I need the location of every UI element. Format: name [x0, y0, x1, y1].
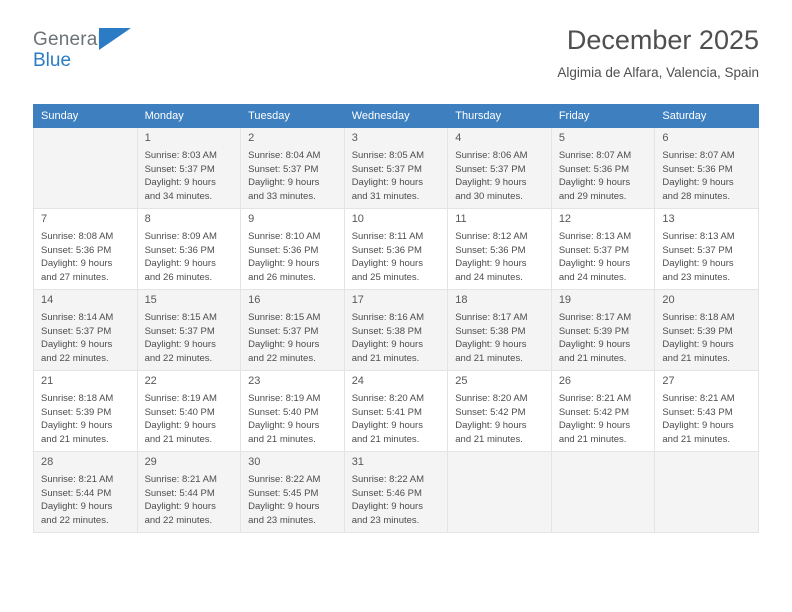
sun-info-line: Sunset: 5:39 PM	[41, 406, 112, 418]
weekday-header-wednesday: Wednesday	[344, 105, 448, 128]
day-number: 12	[558, 213, 572, 225]
calendar-day-cell[interactable]	[137, 290, 241, 371]
day-cell-content	[34, 371, 137, 451]
calendar-day-cell[interactable]	[137, 209, 241, 290]
sun-info-line: Daylight: 9 hours	[248, 501, 320, 512]
sun-info-line: Sunset: 5:36 PM	[41, 244, 112, 256]
day-cell-content	[138, 209, 241, 289]
sun-info-line: Sunset: 5:36 PM	[144, 244, 215, 256]
day-cell-content	[241, 371, 344, 451]
calendar-day-cell[interactable]	[344, 128, 448, 209]
sun-info-line: Sunrise: 8:19 AM	[248, 393, 321, 404]
day-cell-content	[552, 371, 655, 451]
sun-info	[455, 149, 545, 203]
sun-info-line: and 28 minutes.	[662, 190, 730, 202]
calendar-day-cell[interactable]	[34, 371, 138, 452]
calendar-day-cell[interactable]	[448, 371, 552, 452]
sun-info-line: and 21 minutes.	[351, 352, 420, 364]
day-number: 16	[248, 294, 261, 306]
sun-info-line: Sunset: 5:37 PM	[558, 244, 630, 256]
sun-info	[662, 311, 752, 365]
calendar-week-row	[34, 371, 759, 452]
day-number: 19	[558, 294, 572, 306]
sun-info-line: Sunset: 5:44 PM	[41, 487, 112, 499]
sun-info-line: Daylight: 9 hours	[144, 177, 216, 188]
calendar-day-cell[interactable]	[655, 128, 759, 209]
sun-info-line: and 21 minutes.	[41, 433, 109, 445]
sun-info-line: Sunset: 5:39 PM	[662, 325, 733, 337]
day-cell-content	[138, 452, 241, 532]
sun-info	[662, 230, 752, 284]
day-cell-content	[241, 209, 344, 289]
day-number: 28	[41, 456, 54, 468]
sun-info-line: Sunrise: 8:03 AM	[144, 150, 217, 161]
sun-info	[352, 392, 442, 446]
sun-info-line: and 21 minutes.	[144, 433, 213, 445]
page-header	[33, 22, 759, 92]
sun-info-line: Sunset: 5:37 PM	[41, 325, 112, 337]
day-cell-content	[448, 371, 551, 451]
sun-info-line: Sunset: 5:43 PM	[662, 406, 733, 418]
sun-info-line: Daylight: 9 hours	[558, 258, 631, 269]
sun-info-line: Sunset: 5:36 PM	[558, 163, 630, 175]
sun-info	[145, 473, 235, 527]
day-cell-content	[655, 209, 758, 289]
calendar-day-cell[interactable]	[655, 290, 759, 371]
sun-info-line: and 24 minutes.	[455, 271, 523, 283]
sun-info-line: and 25 minutes.	[351, 271, 420, 283]
day-number: 2	[248, 132, 255, 144]
sun-info-line: Sunset: 5:38 PM	[455, 325, 526, 337]
day-number: 21	[41, 375, 54, 387]
sun-info-line: and 22 minutes.	[144, 352, 213, 364]
sun-info	[559, 392, 649, 446]
calendar-day-cell[interactable]	[551, 290, 655, 371]
sun-info-line: Daylight: 9 hours	[248, 420, 320, 431]
calendar-week-row	[34, 290, 759, 371]
sun-info-line: Daylight: 9 hours	[351, 258, 423, 269]
sun-info-line: Sunset: 5:41 PM	[351, 406, 422, 418]
day-cell-content	[345, 452, 448, 532]
day-cell-content	[552, 209, 655, 289]
day-cell-content	[655, 452, 758, 532]
sun-info	[455, 230, 545, 284]
sun-info-line: Sunset: 5:42 PM	[558, 406, 630, 418]
sun-info-line: Daylight: 9 hours	[662, 177, 734, 188]
logo-flag-icon	[99, 28, 131, 50]
sun-info	[41, 392, 131, 446]
sun-info-line: Sunset: 5:36 PM	[455, 244, 526, 256]
sun-info-line: Daylight: 9 hours	[351, 501, 423, 512]
sun-info-line: Daylight: 9 hours	[248, 339, 320, 350]
calendar-day-cell[interactable]	[34, 209, 138, 290]
sun-info-line: Sunrise: 8:11 AM	[351, 231, 424, 242]
sun-info-line: Daylight: 9 hours	[558, 339, 631, 350]
logo-text-general: General	[33, 29, 102, 50]
calendar-day-cell[interactable]	[34, 452, 138, 533]
sun-info-line: Sunset: 5:40 PM	[144, 406, 215, 418]
day-number: 14	[41, 294, 54, 306]
day-cell-content	[552, 290, 655, 370]
day-number: 31	[351, 456, 364, 468]
sun-info	[352, 230, 442, 284]
sun-info	[248, 473, 338, 527]
day-cell-content	[241, 452, 344, 532]
sun-info-line: and 29 minutes.	[558, 190, 627, 202]
day-cell-content	[448, 128, 551, 208]
sun-info-line: Sunrise: 8:10 AM	[248, 231, 321, 242]
calendar-body	[34, 128, 759, 533]
sun-info-line: Sunset: 5:37 PM	[144, 163, 215, 175]
sun-info	[248, 149, 338, 203]
day-number: 9	[248, 213, 255, 225]
calendar-day-cell[interactable]	[344, 452, 448, 533]
sun-info-line: Sunrise: 8:09 AM	[144, 231, 217, 242]
sun-info-line: and 21 minutes.	[662, 433, 730, 445]
calendar-day-cell[interactable]	[448, 290, 552, 371]
sun-info-line: Daylight: 9 hours	[144, 501, 216, 512]
sun-info-line: Daylight: 9 hours	[41, 339, 113, 350]
sun-info-line: Sunset: 5:36 PM	[351, 244, 422, 256]
day-number: 7	[41, 213, 48, 225]
sun-info-line: Sunrise: 8:13 AM	[558, 231, 632, 242]
weekday-header-monday: Monday	[137, 105, 241, 128]
sun-info-line: Daylight: 9 hours	[455, 339, 527, 350]
day-number: 10	[351, 213, 364, 225]
calendar-week-row	[34, 128, 759, 209]
weekday-header-row	[34, 105, 759, 128]
sun-info	[559, 230, 649, 284]
sun-info-line: Sunrise: 8:19 AM	[144, 393, 217, 404]
sun-info-line: and 22 minutes.	[144, 514, 213, 526]
sun-info	[145, 149, 235, 203]
sun-info-line: Sunset: 5:39 PM	[558, 325, 630, 337]
sun-info	[248, 392, 338, 446]
sun-info-line: Daylight: 9 hours	[351, 177, 423, 188]
sun-info-line: and 21 minutes.	[455, 352, 523, 364]
sun-info-line: Sunrise: 8:06 AM	[455, 150, 528, 161]
day-cell-content	[552, 452, 655, 532]
sun-info-line: Sunrise: 8:07 AM	[558, 150, 632, 161]
calendar-empty-cell	[551, 452, 655, 533]
sun-info	[41, 473, 131, 527]
sun-info-line: and 22 minutes.	[41, 514, 109, 526]
sun-info-line: Daylight: 9 hours	[455, 258, 527, 269]
day-cell-content	[345, 209, 448, 289]
sun-info-line: Sunset: 5:40 PM	[248, 406, 319, 418]
day-number: 15	[144, 294, 157, 306]
day-number: 4	[455, 132, 462, 144]
sun-info	[145, 311, 235, 365]
sun-info	[455, 392, 545, 446]
sun-info-line: Sunset: 5:37 PM	[455, 163, 526, 175]
weekday-header-thursday: Thursday	[448, 105, 552, 128]
weekday-header-tuesday: Tuesday	[241, 105, 345, 128]
sun-info	[352, 311, 442, 365]
sun-info-line: Sunrise: 8:14 AM	[41, 312, 114, 323]
calendar-day-cell[interactable]	[241, 452, 345, 533]
sun-info-line: Daylight: 9 hours	[144, 258, 216, 269]
sun-info-line: Daylight: 9 hours	[41, 258, 113, 269]
location-subtitle: Algimia de Alfara, Valencia, Spain	[557, 65, 759, 80]
sun-info-line: Sunrise: 8:12 AM	[455, 231, 528, 242]
day-cell-content	[448, 209, 551, 289]
sun-info-line: and 31 minutes.	[351, 190, 420, 202]
sun-info-line: Sunrise: 8:17 AM	[558, 312, 632, 323]
sun-info-line: Sunrise: 8:18 AM	[41, 393, 114, 404]
sun-info-line: Daylight: 9 hours	[351, 339, 423, 350]
sun-info-line: Sunset: 5:36 PM	[248, 244, 319, 256]
day-cell-content	[655, 128, 758, 208]
sun-info	[455, 311, 545, 365]
day-number: 25	[455, 375, 468, 387]
sun-info-line: Sunrise: 8:05 AM	[351, 150, 425, 161]
calendar-empty-cell	[34, 128, 138, 209]
sun-info-line: Sunrise: 8:04 AM	[248, 150, 321, 161]
calendar-day-cell[interactable]	[655, 371, 759, 452]
sun-info-line: Sunrise: 8:16 AM	[351, 312, 425, 323]
calendar-day-cell[interactable]	[344, 290, 448, 371]
sun-info-line: and 21 minutes.	[558, 352, 627, 364]
calendar-day-cell[interactable]	[448, 128, 552, 209]
day-number: 8	[144, 213, 151, 225]
day-cell-content	[34, 128, 137, 208]
day-number: 1	[144, 132, 151, 144]
sun-info-line: and 23 minutes.	[351, 514, 420, 526]
calendar-day-cell[interactable]	[241, 290, 345, 371]
sun-info-line: and 22 minutes.	[41, 352, 109, 364]
sun-info-line: Sunrise: 8:15 AM	[144, 312, 217, 323]
sun-info-line: Sunset: 5:46 PM	[351, 487, 422, 499]
day-cell-content	[34, 290, 137, 370]
sun-info-line: and 21 minutes.	[455, 433, 523, 445]
sun-info	[145, 230, 235, 284]
sun-info	[662, 149, 752, 203]
sun-info	[559, 149, 649, 203]
sun-info	[145, 392, 235, 446]
title-block	[557, 22, 759, 80]
sun-info-line: Sunset: 5:37 PM	[248, 163, 319, 175]
weekday-header-sunday: Sunday	[34, 105, 138, 128]
calendar-day-cell[interactable]	[551, 128, 655, 209]
day-number: 23	[248, 375, 261, 387]
sun-info-line: Sunset: 5:36 PM	[662, 163, 733, 175]
day-number: 26	[558, 375, 572, 387]
sun-info	[352, 473, 442, 527]
calendar-day-cell[interactable]	[137, 128, 241, 209]
sun-info-line: Daylight: 9 hours	[144, 339, 216, 350]
sun-info-line: Sunrise: 8:22 AM	[351, 474, 425, 485]
day-number: 18	[455, 294, 468, 306]
sun-info-line: Sunrise: 8:21 AM	[144, 474, 217, 485]
sun-info	[559, 311, 649, 365]
sun-info-line: Daylight: 9 hours	[455, 420, 527, 431]
day-number: 22	[144, 375, 157, 387]
calendar-week-row	[34, 452, 759, 533]
sun-info-line: Sunrise: 8:20 AM	[455, 393, 528, 404]
calendar-empty-cell	[448, 452, 552, 533]
sun-info-line: Sunset: 5:45 PM	[248, 487, 319, 499]
sun-info-line: Daylight: 9 hours	[662, 339, 734, 350]
sun-info-line: Daylight: 9 hours	[558, 177, 631, 188]
sun-info-line: Sunrise: 8:20 AM	[351, 393, 425, 404]
sun-info-line: Daylight: 9 hours	[455, 177, 527, 188]
logo-text-blue: Blue	[33, 50, 72, 71]
day-cell-content	[138, 128, 241, 208]
weekday-header-friday: Friday	[551, 105, 655, 128]
sun-info-line: Sunrise: 8:21 AM	[41, 474, 114, 485]
sun-info-line: Daylight: 9 hours	[144, 420, 216, 431]
sun-info-line: and 26 minutes.	[144, 271, 213, 283]
sun-info	[41, 230, 131, 284]
day-cell-content	[138, 371, 241, 451]
day-cell-content	[241, 290, 344, 370]
day-number: 11	[455, 213, 467, 225]
sun-info-line: and 21 minutes.	[351, 433, 420, 445]
sun-info-line: Sunrise: 8:18 AM	[662, 312, 735, 323]
calendar-day-cell[interactable]	[551, 209, 655, 290]
sun-info-line: Sunrise: 8:21 AM	[558, 393, 632, 404]
sun-info-line: Sunset: 5:37 PM	[662, 244, 733, 256]
day-cell-content	[345, 371, 448, 451]
sun-info-line: and 26 minutes.	[248, 271, 316, 283]
sun-info-line: and 23 minutes.	[662, 271, 730, 283]
day-cell-content	[345, 128, 448, 208]
logo	[33, 22, 163, 71]
sun-info-line: Sunset: 5:37 PM	[144, 325, 215, 337]
sun-info-line: Daylight: 9 hours	[558, 420, 631, 431]
sun-info-line: Sunrise: 8:08 AM	[41, 231, 114, 242]
sun-info	[248, 230, 338, 284]
calendar-day-cell[interactable]	[448, 209, 552, 290]
sun-info	[248, 311, 338, 365]
sun-info-line: Sunset: 5:37 PM	[351, 163, 422, 175]
page-title: December 2025	[566, 25, 759, 55]
sun-info-line: Sunset: 5:44 PM	[144, 487, 215, 499]
sun-info-line: Sunrise: 8:07 AM	[662, 150, 735, 161]
calendar-day-cell[interactable]	[34, 290, 138, 371]
sun-info-line: Daylight: 9 hours	[248, 177, 320, 188]
calendar-day-cell[interactable]	[137, 371, 241, 452]
calendar-day-cell[interactable]	[551, 371, 655, 452]
day-cell-content	[655, 371, 758, 451]
calendar-week-row	[34, 209, 759, 290]
calendar-empty-cell	[655, 452, 759, 533]
day-number: 17	[351, 294, 364, 306]
sun-info-line: and 22 minutes.	[248, 352, 316, 364]
sun-info-line: Daylight: 9 hours	[41, 501, 113, 512]
sun-info-line: Sunrise: 8:17 AM	[455, 312, 528, 323]
sun-info-line: Daylight: 9 hours	[248, 258, 320, 269]
sun-times-calendar	[33, 104, 759, 533]
day-number: 27	[662, 375, 675, 387]
day-number: 13	[662, 213, 675, 225]
day-cell-content	[345, 290, 448, 370]
sun-info-line: and 33 minutes.	[248, 190, 316, 202]
sun-info-line: Sunrise: 8:21 AM	[662, 393, 735, 404]
day-number: 29	[144, 456, 157, 468]
sun-info-line: Sunset: 5:42 PM	[455, 406, 526, 418]
sun-info-line: and 21 minutes.	[248, 433, 316, 445]
sun-info-line: Sunset: 5:37 PM	[248, 325, 319, 337]
sun-info-line: Daylight: 9 hours	[41, 420, 113, 431]
sun-info-line: Daylight: 9 hours	[662, 420, 734, 431]
calendar-day-cell[interactable]	[344, 209, 448, 290]
day-cell-content	[655, 290, 758, 370]
sun-info-line: Sunrise: 8:22 AM	[248, 474, 321, 485]
day-number: 3	[351, 132, 358, 144]
sun-info-line: Daylight: 9 hours	[662, 258, 734, 269]
sun-info-line: and 24 minutes.	[558, 271, 627, 283]
day-cell-content	[34, 209, 137, 289]
day-cell-content	[448, 452, 551, 532]
day-cell-content	[34, 452, 137, 532]
calendar-day-cell[interactable]	[655, 209, 759, 290]
day-number: 5	[558, 132, 565, 144]
sun-info-line: and 27 minutes.	[41, 271, 109, 283]
day-number: 30	[248, 456, 261, 468]
calendar-day-cell[interactable]	[241, 371, 345, 452]
sun-info-line: and 30 minutes.	[455, 190, 523, 202]
day-cell-content	[448, 290, 551, 370]
sun-info	[662, 392, 752, 446]
sun-info-line: and 34 minutes.	[144, 190, 213, 202]
sun-info-line: and 23 minutes.	[248, 514, 316, 526]
day-cell-content	[138, 290, 241, 370]
calendar-day-cell[interactable]	[137, 452, 241, 533]
sun-info-line: and 21 minutes.	[662, 352, 730, 364]
calendar-day-cell[interactable]	[241, 128, 345, 209]
day-cell-content	[241, 128, 344, 208]
day-number: 6	[662, 132, 669, 144]
weekday-header-saturday: Saturday	[655, 105, 759, 128]
calendar-day-cell[interactable]	[241, 209, 345, 290]
calendar-day-cell[interactable]	[344, 371, 448, 452]
sun-info-line: Sunrise: 8:13 AM	[662, 231, 735, 242]
day-number: 20	[662, 294, 675, 306]
sun-info-line: Sunset: 5:38 PM	[351, 325, 422, 337]
sun-info-line: Daylight: 9 hours	[351, 420, 423, 431]
day-cell-content	[552, 128, 655, 208]
day-number: 24	[351, 375, 364, 387]
sun-info	[41, 311, 131, 365]
sun-info-line: and 21 minutes.	[558, 433, 627, 445]
sun-info	[352, 149, 442, 203]
sun-info-line: Sunrise: 8:15 AM	[248, 312, 321, 323]
